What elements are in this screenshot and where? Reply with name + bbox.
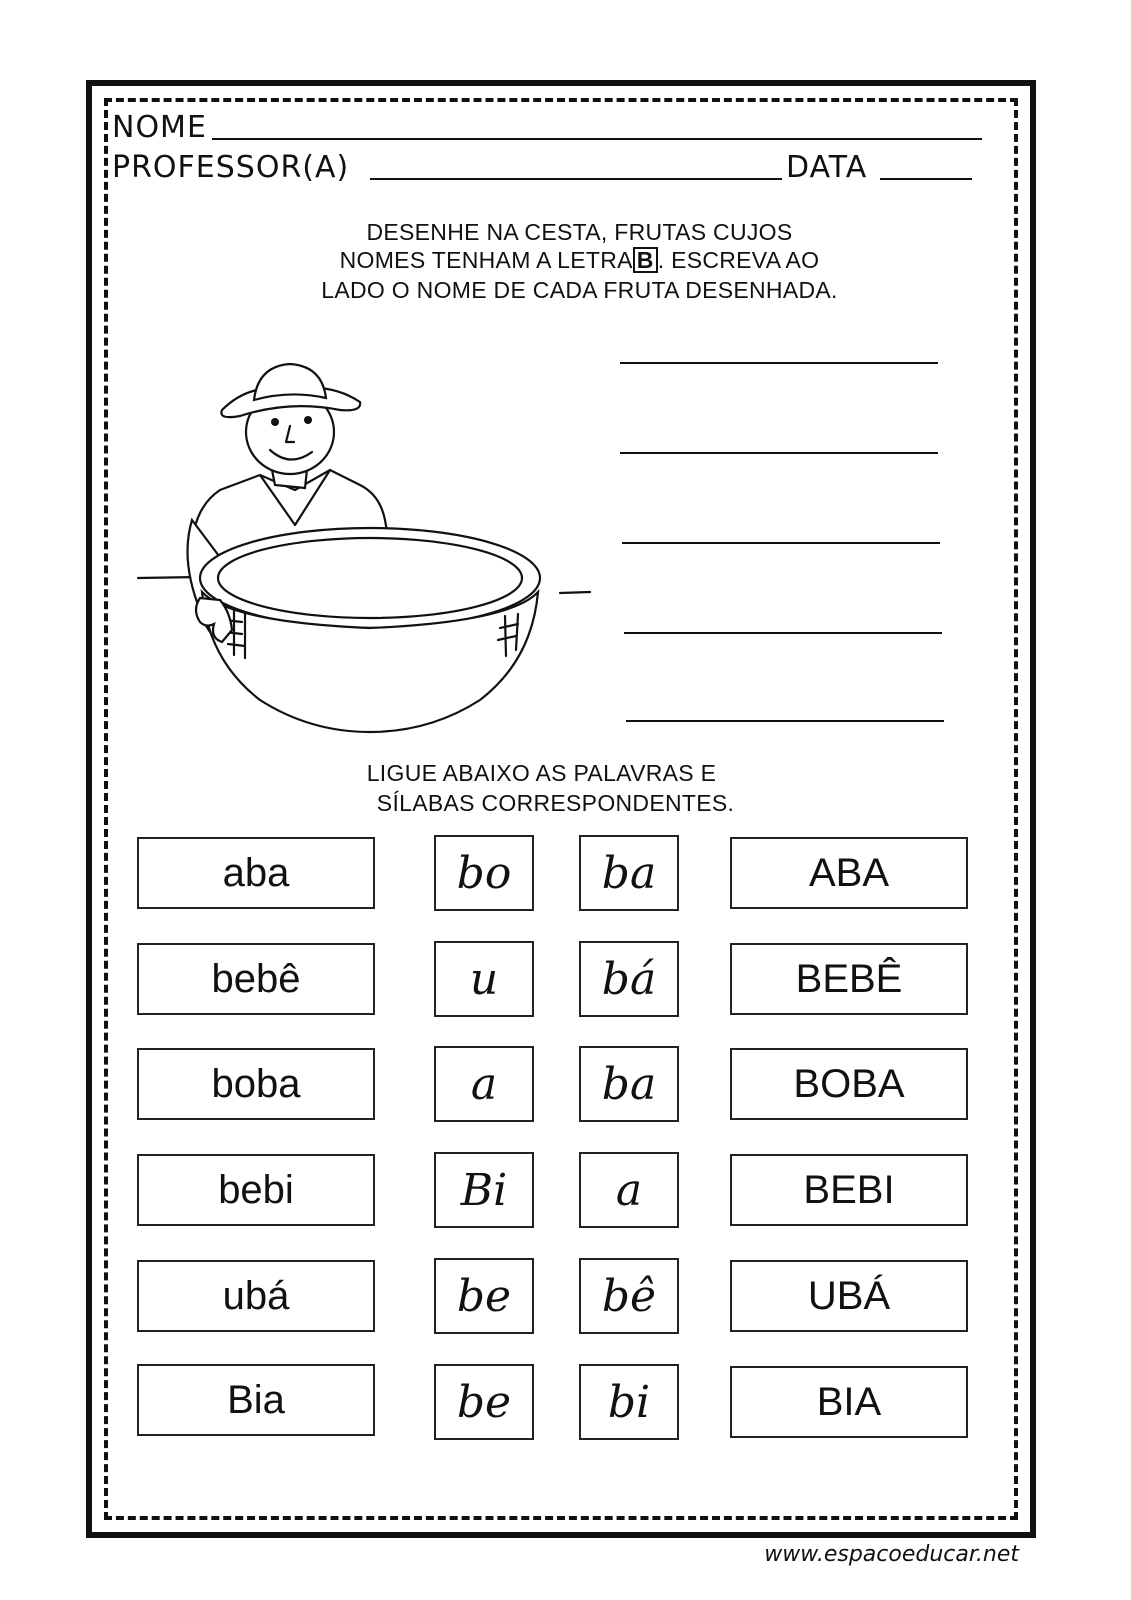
syllable-box-a[interactable]: Bi (434, 1152, 534, 1228)
syllable-box-a[interactable]: a (434, 1046, 534, 1122)
answer-line-2[interactable] (620, 452, 938, 454)
answer-line-5[interactable] (626, 720, 944, 722)
boxed-letter-b: B (633, 247, 658, 273)
name-field[interactable] (212, 138, 982, 140)
date-label: DATA (786, 150, 868, 185)
word-box-lowercase[interactable]: ubá (137, 1260, 375, 1332)
word-box-uppercase[interactable]: BIA (730, 1366, 968, 1438)
syllable-box-b[interactable]: ba (579, 835, 679, 911)
word-box-uppercase[interactable]: ABA (730, 837, 968, 909)
instruction-2-line-2: SÍLABAS CORRESPONDENTES. (376, 790, 735, 816)
date-field[interactable] (880, 178, 972, 180)
word-box-lowercase[interactable]: bebi (137, 1154, 375, 1226)
answer-line-3[interactable] (622, 542, 940, 544)
syllable-box-b[interactable]: a (579, 1152, 679, 1228)
man-with-basket-illustration (130, 360, 600, 760)
syllable-box-b[interactable]: bê (579, 1258, 679, 1334)
teacher-field[interactable] (370, 178, 782, 180)
answer-line-4[interactable] (624, 632, 942, 634)
word-box-uppercase[interactable]: UBÁ (730, 1260, 968, 1332)
word-box-lowercase[interactable]: aba (137, 837, 375, 909)
syllable-box-b[interactable]: bi (579, 1364, 679, 1440)
instruction-1-line-1: DESENHE NA CESTA, FRUTAS CUJOS (366, 219, 793, 245)
syllable-box-b[interactable]: ba (579, 1046, 679, 1122)
syllable-box-a[interactable]: be (434, 1258, 534, 1334)
syllable-box-a[interactable]: bo (434, 835, 534, 911)
word-box-uppercase[interactable]: BEBÊ (730, 943, 968, 1015)
syllable-box-a[interactable]: u (434, 941, 534, 1017)
syllable-box-b[interactable]: bá (579, 941, 679, 1017)
instruction-1-line-2 (14, 245, 1131, 275)
website-footer: www.espacoeducar.net (764, 1542, 1019, 1567)
instruction-1-line-2a: NOMES TENHAM A LETRA (339, 247, 633, 273)
word-box-lowercase[interactable]: Bia (137, 1364, 375, 1436)
answer-line-1[interactable] (620, 362, 938, 364)
syllable-box-a[interactable]: be (434, 1364, 534, 1440)
instruction-1-line-2b: . ESCREVA AO (657, 247, 820, 273)
instruction-1-line-3: LADO O NOME DE CADA FRUTA DESENHADA. (321, 277, 838, 303)
teacher-label: PROFESSOR(A) (112, 150, 350, 185)
word-box-uppercase[interactable]: BEBI (730, 1154, 968, 1226)
instruction-2-line-1: LIGUE ABAIXO AS PALAVRAS E (366, 760, 717, 786)
word-box-lowercase[interactable]: bebê (137, 943, 375, 1015)
word-box-uppercase[interactable]: BOBA (730, 1048, 968, 1120)
word-box-lowercase[interactable]: boba (137, 1048, 375, 1120)
name-label: NOME (112, 110, 207, 145)
